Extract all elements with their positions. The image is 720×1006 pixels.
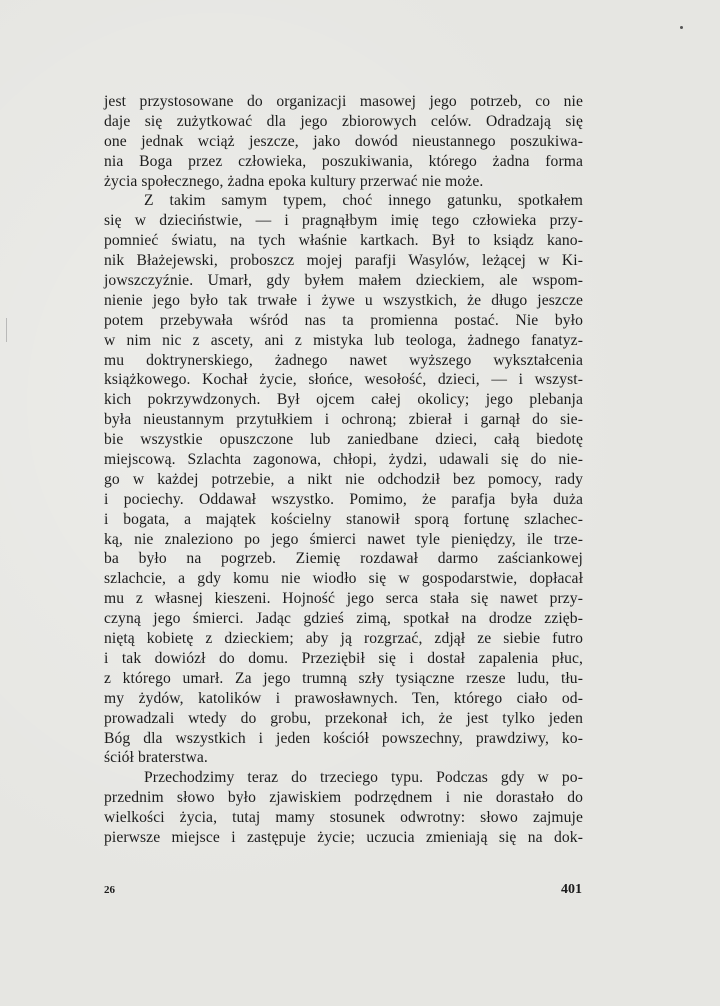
text-line: niętą kobietę z dzieckiem; aby ją rozgrzać, zdjął ze siebie futro — [104, 630, 583, 648]
text-line: daje się zużytkować dla jego zbiorowych celów. Odradzają się — [104, 112, 583, 130]
text-line: i tak dowiózł do domu. Przeziębił się i dostał zapalenia płuc, — [104, 649, 583, 667]
text-line: mu z własnej kieszeni. Hojność jego serca stała się nawet przy- — [104, 590, 583, 608]
text-line: nia Boga przez człowieka, poszukiwania, którego żadna forma — [104, 152, 583, 170]
print-speck — [680, 26, 683, 29]
text-line: kich pokrzywdzonych. Był ojcem całej okolicy; jego plebanja — [104, 391, 583, 409]
text-line: ba było na pogrzeb. Ziemię rozdawał darmo zaściankowej — [104, 550, 583, 568]
text-line: przednim słowo było zjawiskiem podrzędnem i nie dorastało do — [104, 789, 583, 807]
text-line: Bóg dla wszystkich i jeden kościół powszechny, prawdziwy, ko- — [104, 729, 583, 747]
text-line: nik Błażejewski, proboszcz mojej parafji Wasylów, leżącej w Ki- — [104, 252, 583, 270]
text-line: i pociechy. Oddawał wszystko. Pomimo, że parafja była duża — [104, 490, 583, 508]
text-line: się w dzieciństwie, — i pragnąłbym imię tego człowieka przy- — [104, 212, 583, 230]
body-text — [104, 92, 583, 848]
text-line: z którego umarł. Za jego trumną szły tysiączne rzesze ludu, tłu- — [104, 669, 583, 687]
text-line: one jednak wciąż jeszcze, jako dowód nieustannego poszukiwa- — [104, 132, 583, 150]
text-line: w nim nic z ascety, ani z mistyka lub teologa, żadnego fanatyz- — [104, 331, 583, 349]
text-line: nienie jego było tak trwałe i żywe u wszystkich, że długo jeszcze — [104, 291, 583, 309]
text-line: my żydów, katolików i prawosławnych. Ten, którego ciało od- — [104, 689, 583, 707]
text-line: wielkości życia, tutaj mamy stosunek odwrotny: słowo zajmuje — [104, 809, 583, 827]
printer-signature: 26 — [104, 884, 115, 896]
text-line: książkowego. Kochał życie, słońce, wesołość, dzieci, — i wszyst- — [104, 371, 583, 389]
text-line: Przechodzimy teraz do trzeciego typu. Podczas gdy w po- — [144, 769, 583, 787]
text-line: i bogata, a majątek kościelny stanowił sporą fortunę szlachec- — [104, 510, 583, 528]
text-line: jowszczyźnie. Umarł, gdy byłem małem dzieckiem, ale wspom- — [104, 272, 583, 290]
text-line: pierwsze miejsce i zastępuje życie; uczucia zmieniają się na dok- — [104, 828, 583, 846]
text-line: ściół braterstwa. — [104, 749, 208, 767]
text-line: była nieustannym przytułkiem i ochroną; zbierał i garnął do sie- — [104, 411, 583, 429]
text-line: czyną jego śmierci. Jadąc gdzieś zimą, spotkał na drodze zzięb- — [104, 610, 583, 628]
text-line: go w każdej potrzebie, a nikt nie odchodził bez pomocy, rady — [104, 470, 583, 488]
text-line: Z takim samym typem, choć innego gatunku, spotkałem — [144, 192, 583, 210]
margin-mark — [6, 318, 9, 342]
text-line: jest przystosowane do organizacji masowej jego potrzeb, co nie — [104, 93, 583, 110]
text-line: mu doktrynerskiego, żadnego nawet wyższego wykształcenia — [104, 351, 583, 369]
text-line: ką, nie znaleziono po jego śmierci nawet tyle pieniędzy, ile trze- — [104, 530, 583, 548]
text-line: potem przebywała wśród nas ta promienna postać. Nie było — [104, 311, 583, 329]
text-line: prowadzali wtedy do grobu, przekonał ich, że jest tylko jeden — [104, 709, 583, 727]
text-line: szlachcie, a gdy komu nie wiodło się w gospodarstwie, dopłacał — [104, 570, 583, 588]
text-line: bie wszystkie opuszczone lub zaniedbane dzieci, całą biedotę — [104, 431, 583, 449]
text-line: miejscową. Szlachta zagonowa, chłopi, żydzi, udawali się do nie- — [104, 451, 583, 469]
text-line: pomnieć światu, na tych właśnie kartkach. Był to ksiądz kano- — [104, 232, 583, 250]
page-number: 401 — [561, 882, 582, 897]
text-line: życia społecznego, żadna epoka kultury przerwać nie może. — [104, 172, 484, 190]
